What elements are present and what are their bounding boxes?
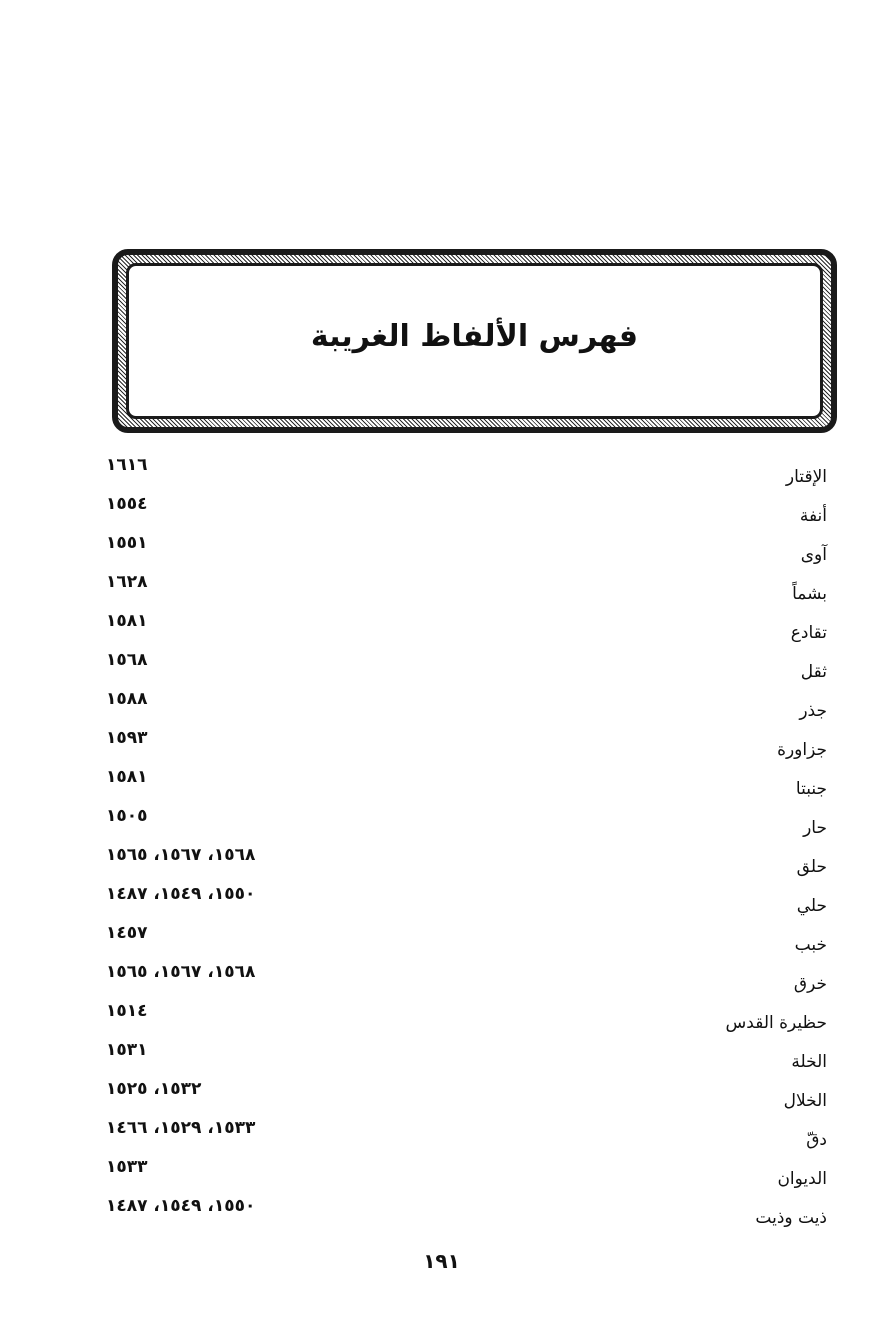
index-row	[0, 1001, 883, 1031]
index-pages: ١٥٥٠، ١٥٤٩، ١٤٨٧	[106, 1196, 256, 1216]
page-number: ١٩١	[423, 1249, 460, 1273]
index-pages: ١٤٥٧	[106, 923, 148, 943]
index-pages: ١٥٣١	[106, 1040, 148, 1060]
index-row	[0, 689, 883, 719]
index-row	[0, 767, 883, 797]
index-row	[0, 1040, 883, 1070]
index-term: تقادع	[790, 623, 827, 643]
index-pages: ١٥٩٣	[106, 728, 148, 748]
index-term: بشماً	[792, 584, 827, 604]
index-row	[0, 494, 883, 524]
index-pages: ١٥٨١	[106, 767, 148, 787]
index-pages: ١٥٥٠، ١٥٤٩، ١٤٨٧	[106, 884, 256, 904]
index-pages: ١٥٣٣، ١٥٢٩، ١٤٦٦	[106, 1118, 256, 1138]
index-row	[0, 923, 883, 953]
index-row	[0, 962, 883, 992]
index-row	[0, 572, 883, 602]
index-pages: ١٦١٦	[106, 455, 148, 475]
index-term: الخلال	[783, 1091, 827, 1111]
index-term: ذيت وذيت	[755, 1208, 827, 1228]
index-row	[0, 1118, 883, 1148]
index-term: حلق	[796, 857, 827, 877]
index-row	[0, 845, 883, 875]
index-term: آوى	[800, 545, 827, 565]
index-term: أنفة	[799, 506, 827, 526]
index-term: حظيرة القدس	[725, 1013, 827, 1033]
index-pages: ١٥٠٥	[106, 806, 148, 826]
index-term: الخلة	[791, 1052, 827, 1072]
index-row	[0, 728, 883, 758]
index-pages: ١٥٦٨	[106, 650, 148, 670]
index-term: خرق	[793, 974, 827, 994]
index-row	[0, 806, 883, 836]
index-row	[0, 650, 883, 680]
index-term: حار	[803, 818, 827, 838]
index-term: جنبتا	[795, 779, 827, 799]
index-pages: ١٥٣٢، ١٥٢٥	[106, 1079, 202, 1099]
index-term: جزاورة	[777, 740, 827, 760]
index-pages: ١٥٦٨، ١٥٦٧، ١٥٦٥	[106, 962, 256, 982]
index-pages: ١٥٥٤	[106, 494, 148, 514]
index-pages: ١٥٨١	[106, 611, 148, 631]
index-pages: ١٥٣٣	[106, 1157, 148, 1177]
index-row	[0, 1196, 883, 1226]
index-term: حلي	[796, 896, 827, 916]
index-row	[0, 611, 883, 641]
index-row	[0, 533, 883, 563]
index-pages: ١٦٢٨	[106, 572, 148, 592]
index-row	[0, 1157, 883, 1187]
index-row	[0, 1079, 883, 1109]
index-term: جذر	[799, 701, 827, 721]
page-title: فهرس الألفاظ الغريبة	[310, 318, 639, 354]
index-pages: ١٥٥١	[106, 533, 148, 553]
index-pages: ١٥٦٨، ١٥٦٧، ١٥٦٥	[106, 845, 256, 865]
index-row	[0, 455, 883, 485]
index-term: الديوان	[777, 1169, 827, 1189]
index-term: الإقتار	[785, 467, 827, 487]
index-term: ثقل	[800, 662, 827, 682]
index-term: دقّ	[806, 1130, 827, 1150]
index-pages: ١٥٨٨	[106, 689, 148, 709]
index-row	[0, 884, 883, 914]
index-pages: ١٥١٤	[106, 1001, 148, 1021]
index-term: خبب	[794, 935, 827, 955]
